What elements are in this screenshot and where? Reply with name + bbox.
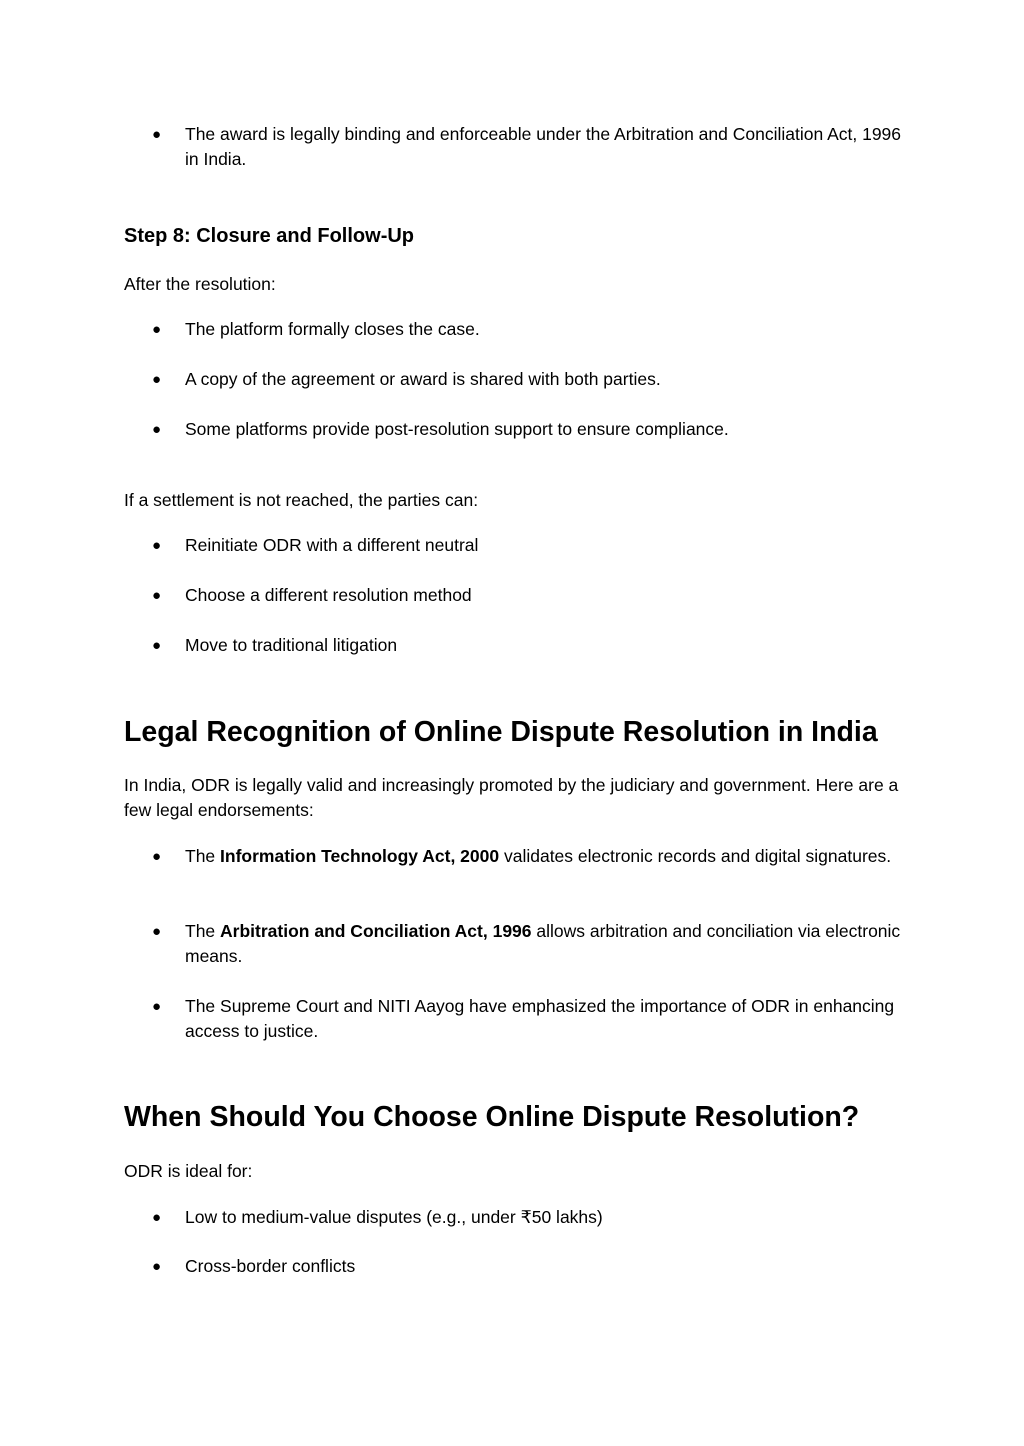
bullet-icon: ● <box>152 637 162 654</box>
list-item-text-post: validates electronic records and digital signatures. <box>499 846 892 866</box>
bullet-icon: ● <box>152 537 162 554</box>
list-item-text-bold: Information Technology Act, 2000 <box>220 846 500 866</box>
list-item-text: Low to medium-value disputes (e.g., under ₹50 lakhs) <box>185 1207 603 1227</box>
when-heading: When Should You Choose Online Dispute Resolution? <box>124 1101 860 1133</box>
list-item <box>124 1254 904 1279</box>
bullet-icon: ● <box>152 421 162 438</box>
step8-intro: After the resolution: <box>124 274 276 294</box>
list-item <box>124 122 904 172</box>
bullet-icon: ● <box>152 371 162 388</box>
bullet-icon: ● <box>152 126 162 143</box>
list-item <box>124 1205 904 1230</box>
bullet-icon: ● <box>152 1258 162 1275</box>
bullet-icon: ● <box>152 587 162 604</box>
list-item-text: A copy of the agreement or award is shared with both parties. <box>185 369 661 389</box>
bullet-icon: ● <box>152 321 162 338</box>
list-item <box>124 919 904 969</box>
list-item <box>124 417 904 442</box>
when-intro: ODR is ideal for: <box>124 1161 253 1181</box>
list-item-text: Cross-border conflicts <box>185 1256 356 1276</box>
list-item-text: Reinitiate ODR with a different neutral <box>185 535 479 555</box>
list-item <box>124 844 904 869</box>
list-item <box>124 583 904 608</box>
list-item-text-bold: Arbitration and Conciliation Act, 1996 <box>220 921 532 941</box>
when-list <box>124 1205 904 1230</box>
bullet-icon: ● <box>152 1209 162 1226</box>
legal-list <box>124 844 904 869</box>
top-bullet-list <box>124 122 904 172</box>
list-item-text: The award is legally binding and enforceable under the Arbitration and Conciliation Act, 1996 in India. <box>185 124 902 169</box>
list-item <box>124 994 904 1044</box>
list-item <box>124 317 904 342</box>
legal-intro: In India, ODR is legally valid and increasingly promoted by the judiciary and government. Here are a few legal endorsements: <box>124 775 899 820</box>
step8-list <box>124 317 904 342</box>
list-item <box>124 633 904 658</box>
list-item-text: The Supreme Court and NITI Aayog have emphasized the importance of ODR in enhancing access to justice. <box>185 996 895 1041</box>
list-item-text-pre: The <box>185 921 221 941</box>
list-item <box>124 367 904 392</box>
no-settlement-intro: If a settlement is not reached, the parties can: <box>124 490 479 510</box>
list-item-text: The platform formally closes the case. <box>185 319 480 339</box>
list-item-text: Move to traditional litigation <box>185 635 398 655</box>
list-item-text: Choose a different resolution method <box>185 585 472 605</box>
bullet-icon: ● <box>152 848 162 865</box>
list-item-text: Some platforms provide post-resolution support to ensure compliance. <box>185 419 729 439</box>
list-item-text-post: allows arbitration and conciliation via electronic means. <box>185 921 901 966</box>
bullet-icon: ● <box>152 923 162 940</box>
list-item <box>124 533 904 558</box>
bullet-icon: ● <box>152 998 162 1015</box>
list-item-text-pre: The <box>185 846 221 866</box>
step8-heading: Step 8: Closure and Follow-Up <box>124 225 415 247</box>
no-settlement-list <box>124 533 904 558</box>
legal-heading: Legal Recognition of Online Dispute Resolution in India <box>124 716 878 748</box>
